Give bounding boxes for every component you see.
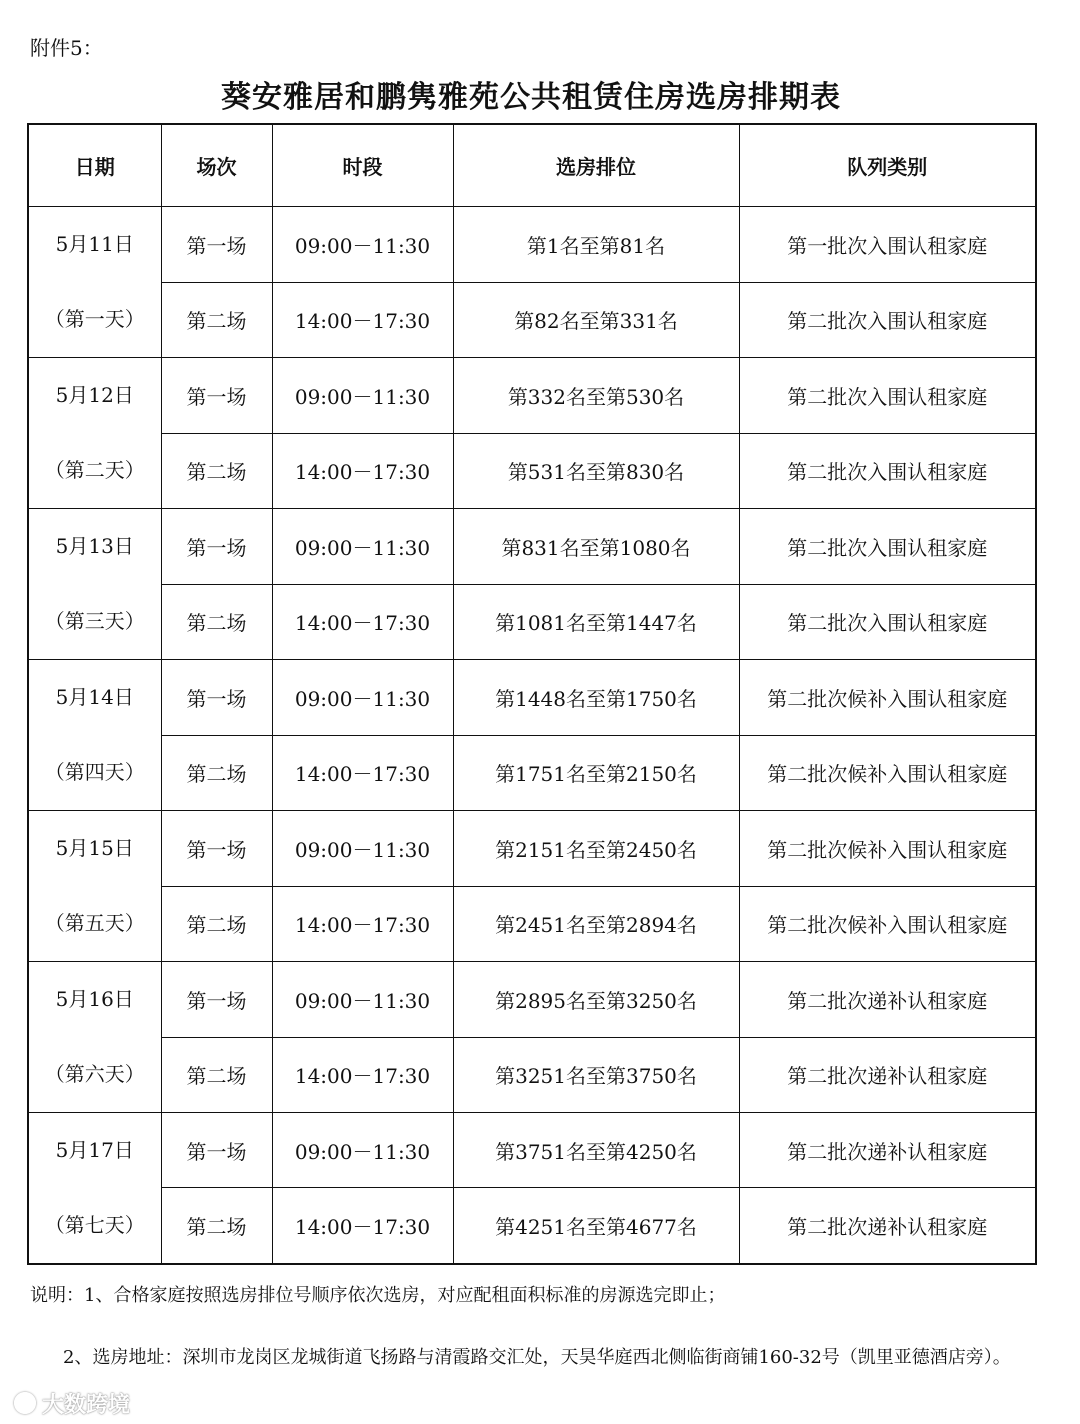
rank-cell: 第831名至第1080名 [453,509,739,585]
table-row [28,660,1036,736]
day-number-text: （第二天） [44,458,145,482]
header-row [28,124,1036,207]
time-cell: 14:00－17:30 [272,735,453,811]
session-cell: 第一场 [161,962,272,1038]
session-cell: 第一场 [161,1113,272,1188]
rank-cell: 第2151名至第2450名 [453,811,739,887]
session-cell: 第二场 [161,1037,272,1113]
rank-cell: 第1751名至第2150名 [453,735,739,811]
date-text: 5月17日 [55,1138,134,1162]
date-cell [28,207,161,358]
date-cell [28,1113,161,1265]
session-cell: 第一场 [161,660,272,736]
date-text: 5月12日 [55,383,134,407]
time-cell: 09:00－11:30 [272,962,453,1038]
rank-cell: 第1448名至第1750名 [453,660,739,736]
time-cell: 09:00－11:30 [272,660,453,736]
queue-cell: 第二批次候补入围认租家庭 [739,735,1036,811]
queue-cell: 第二批次递补认租家庭 [739,1113,1036,1188]
session-cell: 第一场 [161,207,272,283]
time-cell: 09:00－11:30 [272,1113,453,1188]
queue-cell: 第二批次入围认租家庭 [739,282,1036,358]
column-header-time: 时段 [272,124,453,207]
time-cell: 09:00－11:30 [272,811,453,887]
date-text: 5月14日 [55,685,134,709]
day-number-text: （第一天） [44,307,145,331]
session-cell: 第二场 [161,282,272,358]
queue-cell: 第二批次入围认租家庭 [739,358,1036,434]
watermark-text: 大数跨境 [42,1393,131,1418]
attachment-label: 附件5： [30,36,103,60]
queue-cell: 第二批次入围认租家庭 [739,584,1036,660]
rank-cell: 第531名至第830名 [453,433,739,509]
date-cell [28,509,161,660]
queue-cell: 第二批次递补认租家庭 [739,1037,1036,1113]
session-cell: 第一场 [161,509,272,585]
note-2: 2、选房地址：深圳市龙岗区龙城街道飞扬路与清霞路交汇处，天昊华庭西北侧临街商铺160-32号（凯里亚德酒店旁）。 [63,1347,1011,1368]
day-number-text: （第三天） [44,609,145,633]
rank-cell: 第4251名至第4677名 [453,1188,739,1264]
table-row [28,584,1036,660]
date-cell [28,358,161,509]
queue-cell: 第二批次入围认租家庭 [739,433,1036,509]
queue-cell: 第一批次入围认租家庭 [739,207,1036,283]
schedule-table [27,123,1037,1265]
date-text: 5月11日 [55,232,134,256]
queue-cell: 第二批次入围认租家庭 [739,509,1036,585]
rank-cell: 第332名至第530名 [453,358,739,434]
table-row [28,886,1036,962]
column-header-queue: 队列类别 [739,124,1036,207]
column-header-rank: 选房排位 [453,124,739,207]
watermark-logo-icon [14,1392,36,1414]
table-row [28,1113,1036,1188]
day-number-text: （第四天） [44,760,145,784]
rank-cell: 第3751名至第4250名 [453,1113,739,1188]
date-cell [28,660,161,811]
table-row [28,811,1036,887]
session-cell: 第一场 [161,811,272,887]
date-text: 5月15日 [55,836,134,860]
table-row [28,962,1036,1038]
rank-cell: 第2895名至第3250名 [453,962,739,1038]
session-cell: 第二场 [161,433,272,509]
rank-cell: 第1081名至第1447名 [453,584,739,660]
table-row [28,1188,1036,1264]
rank-cell: 第3251名至第3750名 [453,1037,739,1113]
session-cell: 第一场 [161,358,272,434]
day-number-text: （第六天） [44,1062,145,1086]
date-cell [28,962,161,1113]
time-cell: 14:00－17:30 [272,584,453,660]
time-cell: 09:00－11:30 [272,207,453,283]
rank-cell: 第2451名至第2894名 [453,886,739,962]
time-cell: 09:00－11:30 [272,509,453,585]
rank-cell: 第1名至第81名 [453,207,739,283]
session-cell: 第二场 [161,1188,272,1264]
date-cell [28,811,161,962]
table-row [28,735,1036,811]
table-row [28,358,1036,434]
session-cell: 第二场 [161,584,272,660]
date-text: 5月16日 [55,987,134,1011]
table-row [28,509,1036,585]
queue-cell: 第二批次候补入围认租家庭 [739,811,1036,887]
column-header-date: 日期 [28,124,161,207]
table-row [28,282,1036,358]
rank-cell: 第82名至第331名 [453,282,739,358]
session-cell: 第二场 [161,886,272,962]
note-1: 说明：1、合格家庭按照选房排位号顺序依次选房，对应配租面积标准的房源选完即止； [30,1285,726,1306]
time-cell: 14:00－17:30 [272,886,453,962]
day-number-text: （第七天） [44,1213,145,1237]
queue-cell: 第二批次候补入围认租家庭 [739,886,1036,962]
table-row [28,433,1036,509]
time-cell: 14:00－17:30 [272,1037,453,1113]
time-cell: 09:00－11:30 [272,358,453,434]
watermark [14,1388,130,1419]
queue-cell: 第二批次递补认租家庭 [739,962,1036,1038]
queue-cell: 第二批次递补认租家庭 [739,1188,1036,1264]
table-row [28,207,1036,283]
document-title: 葵安雅居和鹏隽雅苑公共租赁住房选房排期表 [221,80,841,115]
time-cell: 14:00－17:30 [272,1188,453,1264]
time-cell: 14:00－17:30 [272,282,453,358]
time-cell: 14:00－17:30 [272,433,453,509]
day-number-text: （第五天） [44,911,145,935]
session-cell: 第二场 [161,735,272,811]
table-row [28,1037,1036,1113]
date-text: 5月13日 [55,534,134,558]
column-header-session: 场次 [161,124,272,207]
queue-cell: 第二批次候补入围认租家庭 [739,660,1036,736]
